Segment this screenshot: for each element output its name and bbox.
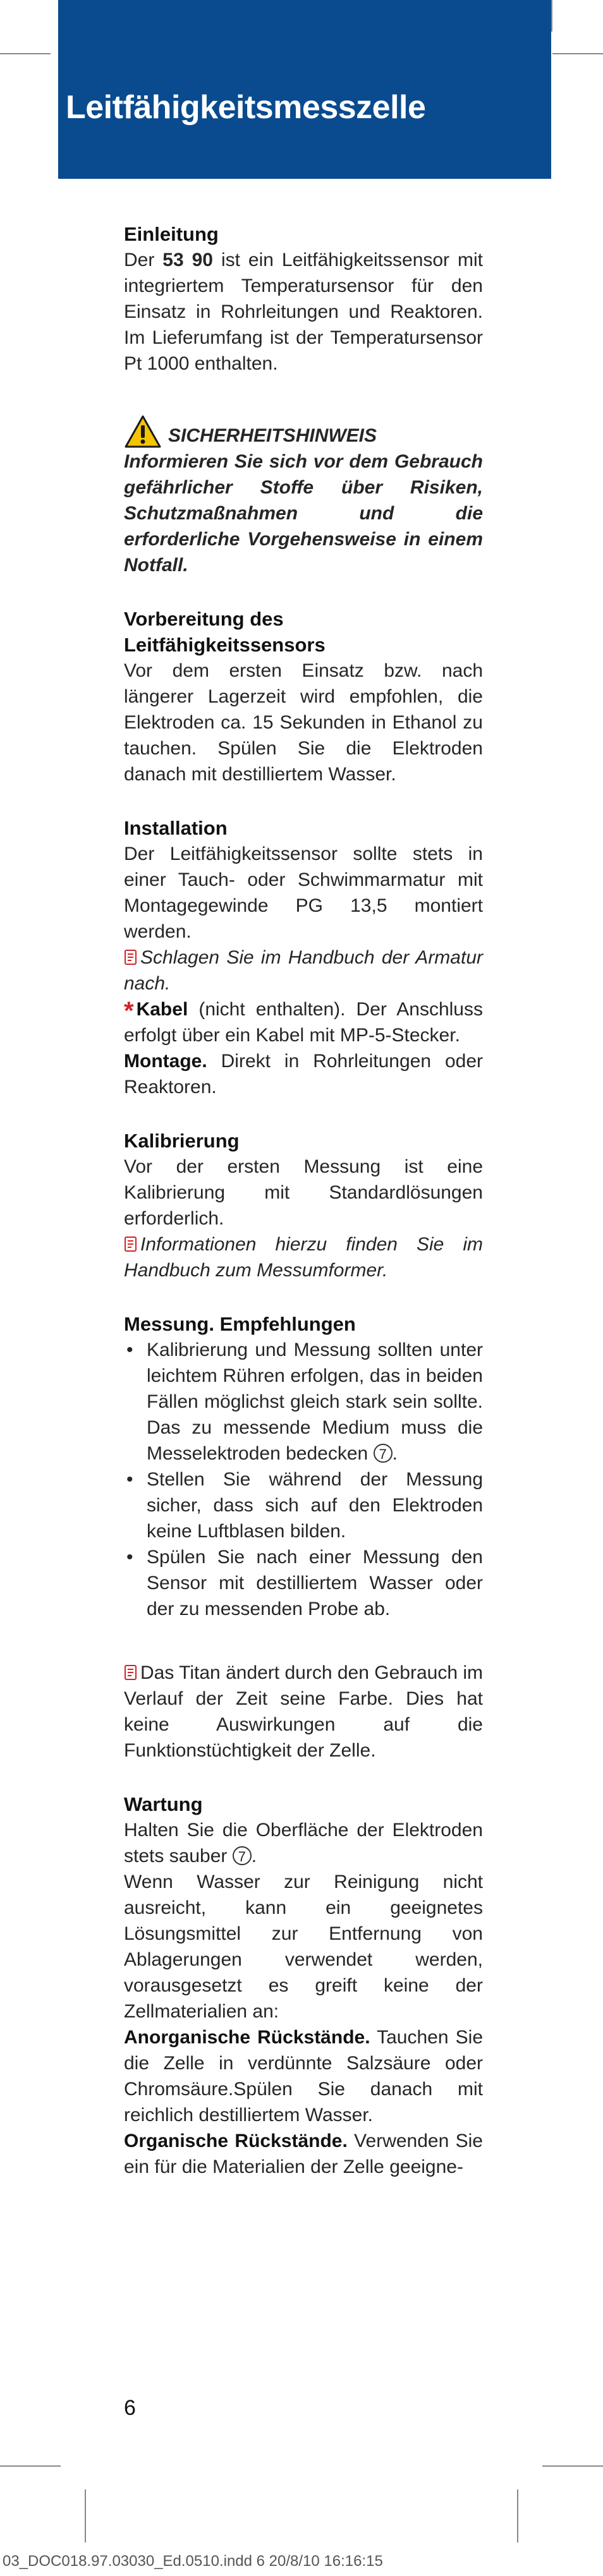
section-maintenance	[124, 1791, 483, 2180]
section-preparation	[124, 606, 483, 787]
section-titan-note	[124, 1660, 483, 1763]
asterisk-icon: *	[124, 997, 134, 1025]
text-run: Direkt in Rohrleitungen oder Reaktoren.	[124, 1051, 483, 1098]
crop-mark	[85, 2489, 86, 2543]
inline-label: Montage.	[124, 1051, 207, 1072]
paragraph	[124, 2128, 483, 2180]
list-item: • Spülen Sie nach einer Messung den Sensor mit destilliertem Wasser oder der zu messenden Probe ab.	[124, 1544, 483, 1622]
document-body	[124, 221, 483, 2208]
figure-reference: 7	[374, 1444, 393, 1463]
crop-mark	[0, 2465, 61, 2467]
inline-label: Anorganische Rückstände.	[124, 2027, 370, 2048]
text-run: (nicht enthalten). Der Anschluss erfolgt über ein Kabel mit MP-5-Stecker.	[124, 999, 483, 1046]
manual-book-icon	[124, 1662, 138, 1678]
safety-heading: SICHERHEITSHINWEIS	[168, 425, 377, 446]
section-heading: Messung. Empfehlungen	[124, 1313, 356, 1335]
section-heading: Installation	[124, 817, 228, 839]
paragraph	[124, 2024, 483, 2128]
crop-mark	[517, 2489, 518, 2543]
section-heading: Vorbereitung des Leitfähigkeitssensors	[124, 608, 326, 656]
paragraph	[124, 996, 483, 1048]
crop-mark	[0, 53, 51, 54]
crop-mark	[542, 2465, 603, 2467]
crop-mark	[551, 0, 552, 32]
product-code: 53 90	[162, 250, 213, 270]
section-installation	[124, 815, 483, 1100]
note-text: Schlagen Sie im Handbuch der Armatur nach.	[124, 947, 483, 994]
crop-mark	[552, 53, 603, 54]
list-item: • Stellen Sie während der Messung sicher, dass sich auf den Elektroden keine Luftblasen bilden.	[124, 1466, 483, 1544]
section-heading: Kalibrierung	[124, 1130, 240, 1152]
safety-text: Informieren Sie sich vor dem Gebrauch gefährlicher Stoffe über Risiken, Schutzmaßnahmen und die erforderliche Vorgehensweise in einem Notfall.	[124, 451, 483, 576]
manual-book-icon	[124, 1233, 138, 1250]
section-heading: Einleitung	[124, 223, 219, 245]
page-title: Leitfähigkeitsmesszelle	[66, 89, 426, 126]
inline-label: Kabel	[136, 999, 188, 1020]
paragraph: Der Leitfähigkeitssensor sollte stets in einer Tauch- oder Schwimmarmatur mit Montagegewinde PG 13,5 montiert werden.	[124, 844, 483, 942]
print-slug: 03_DOC018.97.03030_Ed.0510.indd 6 20/8/10 16:16:15	[3, 2553, 383, 2570]
manual-reference	[124, 1231, 483, 1283]
text-run: ist ein Leitfähigkeitssensor mit integriertem Temperatursensor für den Einsatz in Rohrleitungen und Reaktoren. Im Lieferumfang ist der Temperatursensor Pt 1000 enthalten.	[124, 250, 483, 374]
paragraph: Wenn Wasser zur Reinigung nicht ausreicht, kann ein geeignetes Lösungsmittel zur Entfernung von Ablagerungen verwendet werden, vorausgesetzt es greift keine der Zellmaterialien an:	[124, 1872, 483, 2022]
warning-triangle-icon	[124, 414, 162, 449]
text-run: Kalibrierung und Messung sollten unter leichtem Rühren erfolgen, das in beiden Fällen möglichst gleich stark sein sollte. Das zu messende Medium muss die Messelektroden bedecken	[147, 1339, 483, 1464]
section-safety	[124, 414, 483, 578]
manual-book-icon	[124, 946, 138, 963]
text-run: Der	[124, 250, 163, 270]
paragraph	[124, 247, 483, 377]
page-number: 6	[124, 2396, 136, 2420]
text-run: Verwenden Sie ein für die Materialien der Zelle geeigne-	[124, 2131, 483, 2177]
note-text: Das Titan ändert durch den Gebrauch im Verlauf der Zeit seine Farbe. Dies hat keine Auswirkungen auf die Funktionstüchtigkeit der Zelle.	[124, 1662, 483, 1761]
note-text: Informationen hierzu finden Sie im Handbuch zum Messumformer.	[124, 1234, 483, 1281]
section-heading: Wartung	[124, 1793, 203, 1815]
figure-reference: 7	[233, 1846, 252, 1865]
list-item	[124, 1337, 483, 1466]
paragraph	[124, 1048, 483, 1100]
text-run: .	[251, 1846, 257, 1866]
inline-label: Organische Rückstände.	[124, 2131, 348, 2151]
paragraph	[124, 1660, 483, 1763]
section-measurement	[124, 1311, 483, 1622]
paragraph: Vor der ersten Messung ist eine Kalibrierung mit Standardlösungen erforderlich.	[124, 1156, 483, 1229]
text-run: Halten Sie die Oberfläche der Elektroden stets sauber	[124, 1820, 483, 1866]
text-run: Tauchen Sie die Zelle in verdünnte Salzsäure oder Chromsäure.Spülen Sie danach mit reichlich destilliertem Wasser.	[124, 2027, 483, 2126]
bullet-list	[124, 1337, 483, 1622]
paragraph: Vor dem ersten Einsatz bzw. nach längerer Lagerzeit wird empfohlen, die Elektroden ca. 15 Sekunden in Ethanol zu tauchen. Spülen Sie die Elektroden danach mit destilliertem Wasser.	[124, 660, 483, 785]
section-calibration	[124, 1128, 483, 1283]
safety-heading-row	[124, 414, 483, 449]
section-intro	[124, 221, 483, 377]
manual-reference	[124, 945, 483, 996]
text-run: .	[392, 1443, 398, 1464]
paragraph	[124, 1817, 483, 1869]
